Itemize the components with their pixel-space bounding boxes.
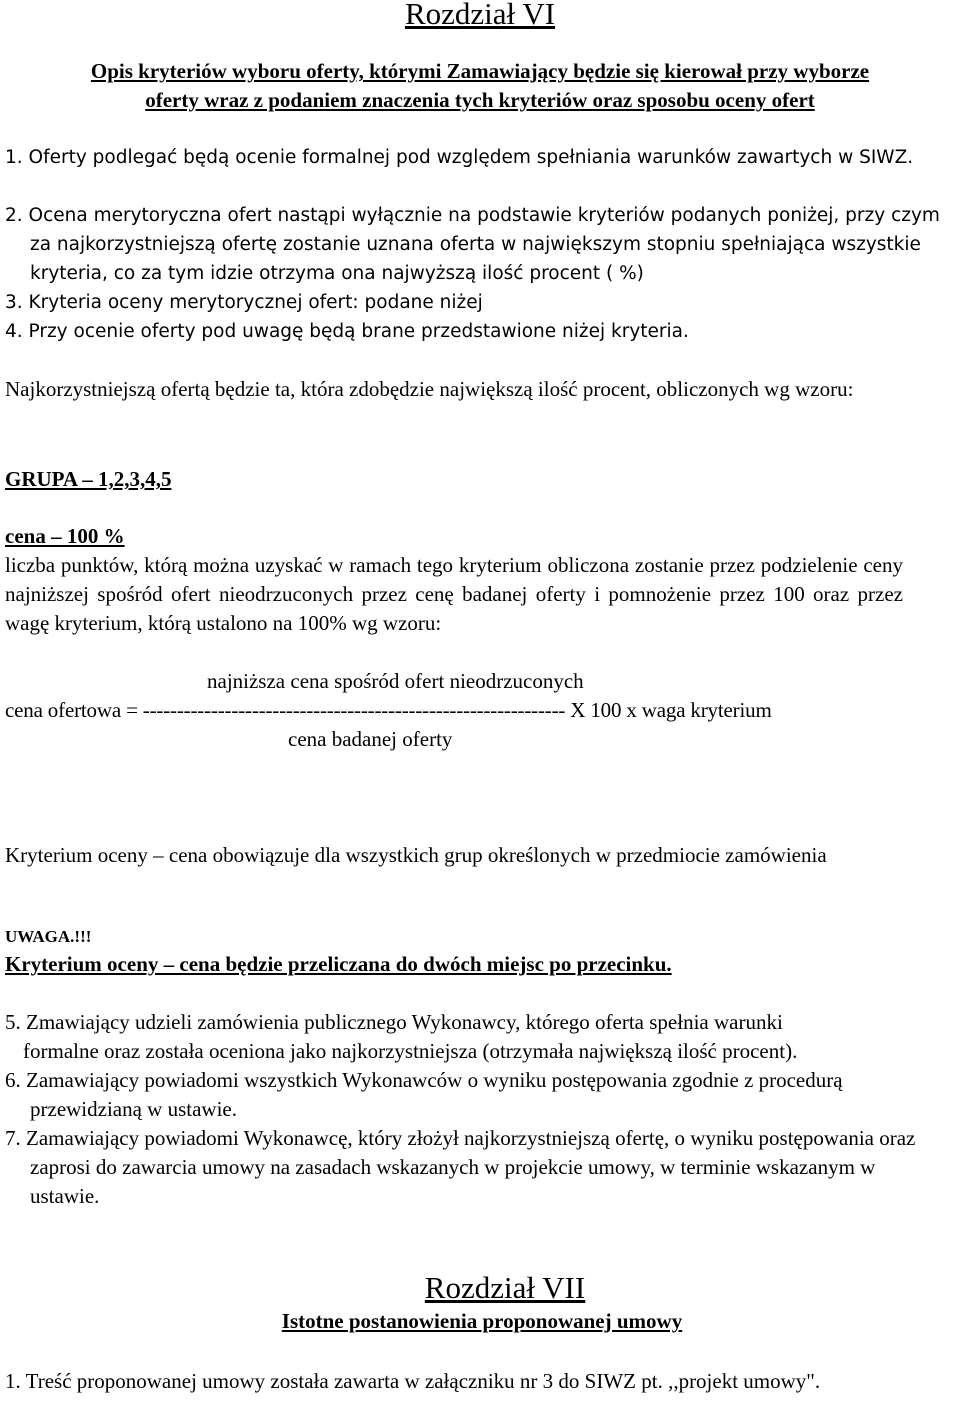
- formula-line: cena ofertowa = -------------------------------------------------------------- X 100 x waga kryterium: [5, 698, 772, 722]
- formula-denominator: cena badanej oferty: [288, 727, 453, 751]
- price-description: liczba punktów, którą można uzyskać w ramach tego kryterium obliczona zostanie przez podzielenie ceny najniższej spośród ofert nieodrzuconych przez cenę badanej oferty i pomnożenie przez 100 oraz przez wagę kryterium, którą ustalono na 100% wg wzoru:: [5, 553, 903, 635]
- chapter-6-title: Rozdział VI: [404, 0, 556, 31]
- chapter-6-subtitle-line-2: oferty wraz z podaniem znaczenia tych kryteriów oraz sposobu oceny ofert: [145, 88, 815, 112]
- item-7: 7. Zamawiający powiadomi Wykonawcę, który złożył najkorzystniejszą ofertę, o wyniku postępowania oraz zaprosi do zawarcia umowy na zasadach wskazanych w projekcie umowy, w terminie wskazanym w ustawie.: [5, 1126, 916, 1208]
- item-5-line-2: formalne oraz została oceniona jako najkorzystniejsza (otrzymała największą ilość procent).: [23, 1039, 798, 1063]
- chapter-7-subtitle: Istotne postanowienia proponowanej umowy: [281, 1309, 683, 1333]
- item-1: 1. Oferty podlegać będą ocenie formalnej pod względem spełniania warunków zawartych w SIWZ.: [5, 147, 914, 168]
- formula-numerator: najniższa cena spośród ofert nieodrzuconych: [207, 669, 584, 693]
- warning-text: Kryterium oceny – cena będzie przeliczana do dwóch miejsc po przecinku.: [5, 952, 672, 976]
- group-label: GRUPA – 1,2,3,4,5: [5, 467, 172, 491]
- chapter-6-subtitle-line-1: Opis kryteriów wyboru oferty, którymi Zamawiający będzie się kierował przy wyborze: [90, 59, 870, 83]
- chapter-7-title: Rozdział VII: [424, 1270, 586, 1305]
- price-label: cena – 100 %: [5, 524, 125, 548]
- warning-label: UWAGA.!!!: [5, 927, 92, 946]
- best-offer-paragraph: Najkorzystniejszą ofertą będzie ta, która zdobędzie największą ilość procent, obliczonych wg wzoru:: [5, 377, 854, 401]
- criterion-paragraph: Kryterium oceny – cena obowiązuje dla wszystkich grup określonych w przedmiocie zamówienia: [5, 843, 827, 867]
- item-6: 6. Zamawiający powiadomi wszystkich Wykonawców o wyniku postępowania zgodnie z procedurą przewidzianą w ustawie.: [5, 1068, 843, 1121]
- item-4: 4. Przy ocenie oferty pod uwagę będą brane przedstawione niżej kryteria.: [5, 321, 689, 342]
- item-3: 3. Kryteria oceny merytorycznej ofert: podane niżej: [5, 292, 483, 313]
- chapter-7-item-1: 1. Treść proponowanej umowy została zawarta w załączniku nr 3 do SIWZ pt. ,,projekt umowy".: [5, 1369, 821, 1393]
- item-5-line-1: 5. Zmawiający udzieli zamówienia publicznego Wykonawcy, którego oferta spełnia warunki: [5, 1010, 783, 1034]
- item-2: 2. Ocena merytoryczna ofert nastąpi wyłącznie na podstawie kryteriów podanych poniżej, przy czym za najkorzystniejszą ofertę zostanie uznana oferta w największym stopniu spełniająca wszystkie kryteria, co za tym idzie otrzyma ona najwyższą ilość procent ( %): [5, 205, 940, 284]
